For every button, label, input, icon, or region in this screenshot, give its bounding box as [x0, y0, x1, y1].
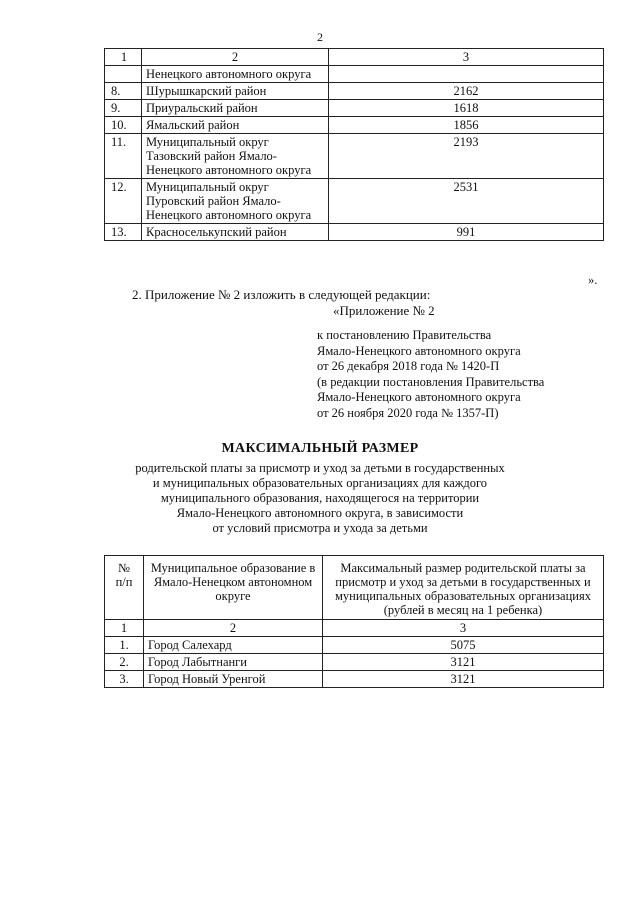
fee-value	[329, 66, 604, 83]
municipality-name: Ямальский район	[142, 117, 329, 134]
municipality-name: Шурышкарский район	[142, 83, 329, 100]
fee-value: 2162	[329, 83, 604, 100]
municipality-name: Город Новый Уренгой	[144, 671, 323, 688]
table-row	[105, 179, 604, 224]
approval-block	[317, 328, 544, 421]
fee-value: 2193	[329, 134, 604, 179]
row-number: 13.	[105, 224, 142, 241]
approval-line: к постановлению Правительства	[317, 328, 492, 342]
municipality-name: Муниципальный округ Пуровский район Ямало-Ненецкого автономного округа	[142, 179, 329, 224]
amendment-item-2: 2. Приложение № 2 изложить в следующей редакции:	[132, 287, 431, 302]
column-number-3: 3	[329, 49, 604, 66]
page-number: 2	[317, 30, 323, 44]
row-number: 3.	[105, 671, 144, 688]
row-number: 8.	[105, 83, 142, 100]
municipality-name: Приуральский район	[142, 100, 329, 117]
column-number-1: 1	[105, 620, 144, 637]
municipality-name: Ненецкого автономного округа	[142, 66, 329, 83]
fee-value: 5075	[323, 637, 604, 654]
table-row	[105, 637, 604, 654]
table-row	[105, 100, 604, 117]
row-number: 11.	[105, 134, 142, 179]
column-number-row	[105, 620, 604, 637]
row-number: 1.	[105, 637, 144, 654]
municipality-name: Город Салехард	[144, 637, 323, 654]
column-number-3: 3	[323, 620, 604, 637]
row-number: 2.	[105, 654, 144, 671]
subheading-line: родительской платы за присмотр и уход за детьми в государственных	[135, 461, 505, 475]
table-row	[105, 117, 604, 134]
column-number-1: 1	[105, 49, 142, 66]
subheading-line: Ямало-Ненецкого автономного округа, в зависимости	[176, 506, 464, 520]
subheading-line: муниципального образования, находящегося на территории	[160, 491, 480, 505]
approval-line: от 26 ноября 2020 года № 1357-П)	[317, 405, 499, 420]
fee-value: 1856	[329, 117, 604, 134]
max-fee-table	[104, 555, 604, 688]
table-row	[105, 654, 604, 671]
subheading-line: от условий присмотра и ухода за детьми	[212, 521, 428, 535]
table-row	[105, 134, 604, 179]
appendix-title: «Приложение № 2	[333, 303, 435, 318]
table-header-row	[105, 556, 604, 620]
fee-value: 991	[329, 224, 604, 241]
header-number: № п/п	[105, 556, 144, 620]
table-row	[105, 83, 604, 100]
row-number: 12.	[105, 179, 142, 224]
fee-value: 3121	[323, 671, 604, 688]
document-heading: МАКСИМАЛЬНЫЙ РАЗМЕР	[221, 441, 419, 456]
municipality-name: Город Лабытнанги	[144, 654, 323, 671]
header-municipality: Муниципальное образование в Ямало-Ненецком автономном округе	[144, 556, 323, 620]
fee-value: 1618	[329, 100, 604, 117]
district-fees-table-continued	[104, 48, 604, 241]
column-number-2: 2	[142, 49, 329, 66]
municipality-name: Муниципальный округ Тазовский район Ямало-Ненецкого автономного округа	[142, 134, 329, 179]
table-row	[105, 671, 604, 688]
fee-value: 2531	[329, 179, 604, 224]
approval-line: от 26 декабря 2018 года № 1420-П	[317, 359, 500, 373]
header-max-fee: Максимальный размер родительской платы за присмотр и уход за детьми в государственных и муниципальных образовательных организациях (рублей в месяц на 1 ребенка)	[323, 556, 604, 620]
document-subheading	[100, 461, 540, 536]
municipality-name: Красноселькупский район	[142, 224, 329, 241]
approval-line: (в редакции постановления Правительства	[317, 374, 545, 389]
fee-value: 3121	[323, 654, 604, 671]
table-row	[105, 66, 604, 83]
row-number	[105, 66, 142, 83]
column-number-2: 2	[144, 620, 323, 637]
closing-quote: ».	[588, 273, 598, 287]
table-row	[105, 224, 604, 241]
table-header-row	[105, 49, 604, 66]
row-number: 9.	[105, 100, 142, 117]
subheading-line: и муниципальных образовательных организациях для каждого	[152, 476, 488, 490]
approval-line: Ямало-Ненецкого автономного округа	[317, 343, 521, 358]
row-number: 10.	[105, 117, 142, 134]
approval-line: Ямало-Ненецкого автономного округа	[317, 390, 521, 404]
